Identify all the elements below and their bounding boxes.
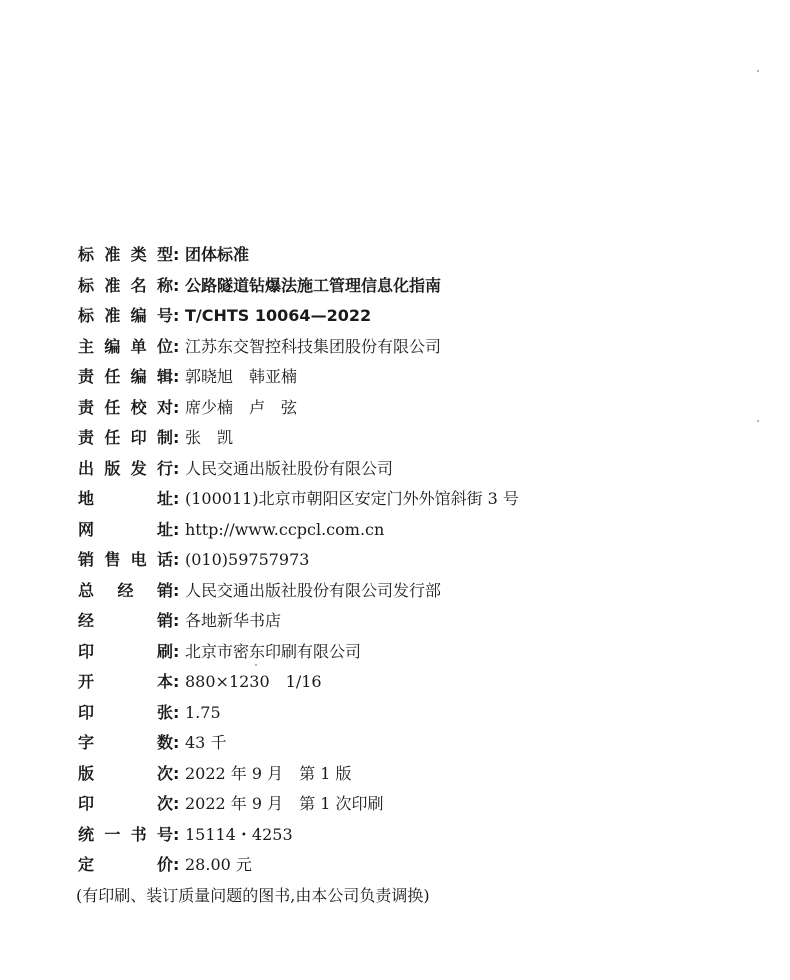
row-general-distributor [78,576,768,607]
row-price [78,850,768,881]
field-value: 28.00 元 [185,855,252,874]
field-value: 43 千 [185,733,227,752]
field-label: 版 次 [78,763,173,783]
field-label: 印 刷 [78,641,173,661]
field-value: 北京市密东印刷有限公司 [185,641,362,661]
field-label: 责任印制 [78,428,173,447]
field-colon: : [173,733,180,752]
field-value: 2022 年 9 月 第 1 次印刷 [185,794,384,813]
field-value: 人民交通出版社股份有限公司发行部 [185,580,442,600]
field-colon: : [173,763,180,783]
scan-speck [255,664,257,666]
field-label: 标准编号 [78,306,173,325]
row-responsible-editor [78,362,768,393]
row-chief-editor-unit [78,332,768,363]
field-label: 标准类型 [78,245,173,264]
field-colon: : [173,641,180,661]
field-value: 15114・4253 [185,824,293,844]
field-colon: : [173,367,180,386]
row-printed-sheets [78,698,768,729]
row-distributor [78,606,768,637]
colophon-block [78,240,768,911]
row-printing [78,789,768,820]
row-printer [78,637,768,668]
field-value: 880×1230 1/16 [185,672,322,691]
field-label: 经 销 [78,611,173,630]
field-value: (100011)北京市朝阳区安定门外外馆斜街 3 号 [185,489,519,508]
field-colon: : [173,824,180,844]
field-label: 责任校对 [78,397,173,417]
field-label: 总 经 销 [78,580,173,600]
field-label: 出版发行 [78,458,173,478]
row-proofreader [78,393,768,424]
row-word-count [78,728,768,759]
quality-note: (有印刷、装订质量问题的图书,由本公司负责调换) [76,885,430,905]
field-label: 标准名称 [78,275,173,295]
field-label: 主编单位 [78,336,173,356]
field-value: 1.75 [185,702,221,722]
row-format [78,667,768,698]
field-value: 江苏东交智控科技集团股份有限公司 [185,336,442,356]
field-value: 席少楠 卢 弦 [185,397,298,417]
row-standard-number [78,301,768,332]
row-publisher [78,454,768,485]
field-colon: : [173,672,180,691]
field-label: 地 址 [78,489,173,508]
field-value: 人民交通出版社股份有限公司 [185,458,394,478]
field-value: T/CHTS 10064—2022 [185,306,372,325]
field-label: 印 次 [78,794,173,813]
row-edition [78,759,768,790]
field-value: 2022 年 9 月 第 1 版 [185,763,352,783]
field-value: http://www.ccpcl.com.cn [185,519,385,539]
row-address [78,484,768,515]
field-value: 各地新华书店 [185,611,282,630]
field-colon: : [173,519,180,539]
field-value: 公路隧道钻爆法施工管理信息化指南 [185,275,442,295]
field-value: (010)59757973 [185,550,310,569]
field-colon: : [173,245,180,264]
field-colon: : [173,580,180,600]
row-book-number [78,820,768,851]
field-value: 团体标准 [185,245,250,264]
row-print-supervisor [78,423,768,454]
scan-speck [757,420,759,422]
row-standard-type [78,240,768,271]
field-colon: : [173,702,180,722]
field-colon: : [173,855,180,874]
field-colon: : [173,397,180,417]
field-colon: : [173,306,180,325]
field-colon: : [173,275,180,295]
field-colon: : [173,794,180,813]
field-colon: : [173,611,180,630]
field-colon: : [173,336,180,356]
field-label: 字 数 [78,733,173,752]
field-colon: : [173,458,180,478]
row-website [78,515,768,546]
field-label: 定 价 [78,855,173,874]
field-label: 网 址 [78,519,173,539]
field-colon: : [173,489,180,508]
scan-speck [757,70,759,72]
field-label: 责任编辑 [78,367,173,386]
row-standard-name [78,271,768,302]
field-label: 销售电话 [78,550,173,569]
field-colon: : [173,428,180,447]
field-value: 张 凯 [185,428,234,447]
field-label: 印 张 [78,702,173,722]
field-value: 郭晓旭 韩亚楠 [185,367,298,386]
field-label: 统一书号 [78,824,173,844]
row-sales-phone [78,545,768,576]
field-colon: : [173,550,180,569]
field-label: 开 本 [78,672,173,691]
